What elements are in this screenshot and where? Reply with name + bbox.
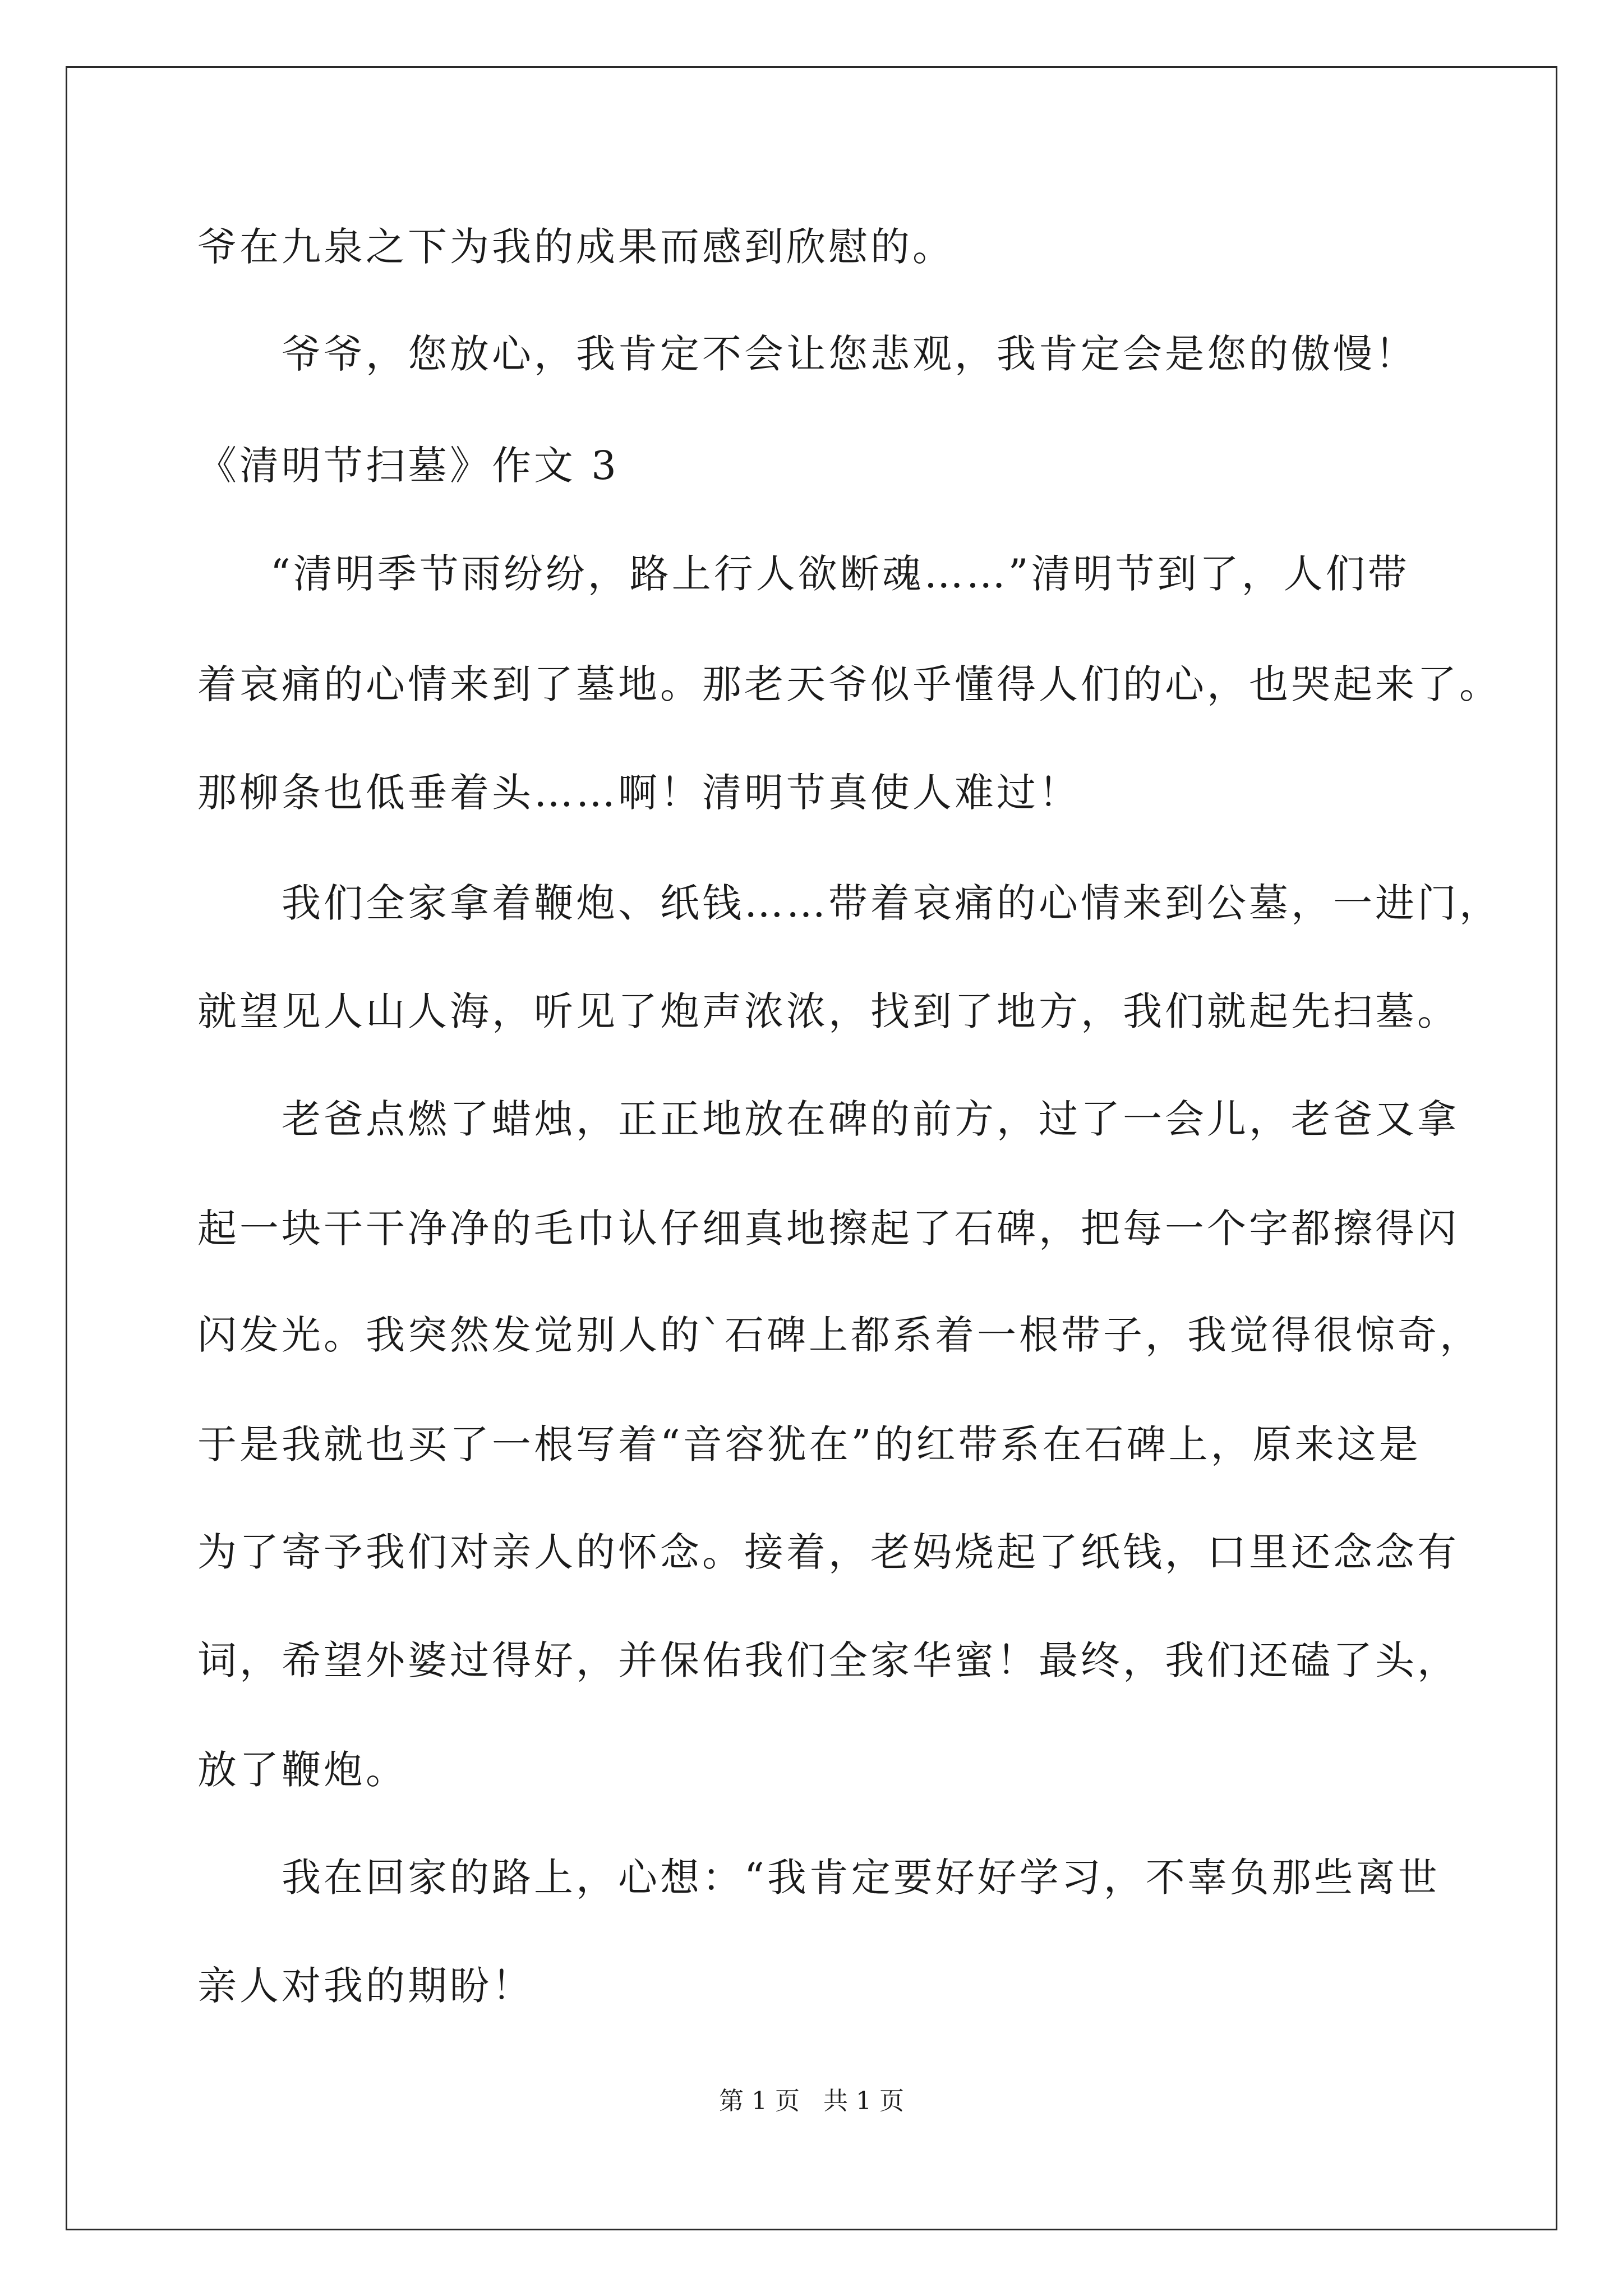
text-line: 爷爷，您放心，我肯定不会让您悲观，我肯定会是您的傲慢！ — [282, 331, 1417, 377]
text-line: 老爸点燃了蜡烛，正正地放在碑的前方，过了一会儿，老爸又拿 — [282, 1096, 1459, 1142]
text-line: 就望见人山人海，听见了炮声浓浓，找到了地方，我们就起先扫墓。 — [197, 988, 1459, 1034]
text-line: 着哀痛的心情来到了墓地。那老天爷似乎懂得人们的心，也哭起来了。 — [197, 661, 1501, 707]
text-line: 放了鞭炮。 — [197, 1747, 408, 1793]
text-line: 我们全家拿着鞭炮、纸钱……带着哀痛的心情来到公墓，一进门， — [282, 880, 1501, 926]
section-title: 《清明节扫墓》作文 3 — [197, 443, 619, 489]
text-line: “清明季节雨纷纷，路上行人欲断魂……”清明节到了，人们带 — [270, 551, 1410, 597]
text-line: 那柳条也低垂着头……啊！清明节真使人难过！ — [197, 770, 1081, 816]
text-line: 词，希望外婆过得好，并保佑我们全家华蜜！最终，我们还磕了头， — [197, 1637, 1459, 1683]
page-border — [66, 66, 1557, 2230]
text-line: 闪发光。我突然发觉别人的`石碑上都系着一根带子，我觉得很惊奇， — [197, 1312, 1482, 1358]
text-line: 我在回家的路上，心想：“我肯定要好好学习，不辜负那些离世 — [282, 1855, 1440, 1901]
text-line: 起一块干干净净的毛巾认仔细真地擦起了石碑，把每一个字都擦得闪 — [197, 1205, 1459, 1251]
text-line: 亲人对我的期盼！ — [197, 1963, 534, 2009]
text-line: 爷在九泉之下为我的成果而感到欣慰的。 — [197, 224, 955, 270]
text-line: 于是我就也买了一根写着“音容犹在”的红带系在石碑上，原来这是 — [197, 1421, 1421, 1467]
text-line: 为了寄予我们对亲人的怀念。接着，老妈烧起了纸钱，口里还念念有 — [197, 1529, 1459, 1575]
page-footer: 第 1 页 共 1 页 — [719, 2087, 904, 2115]
